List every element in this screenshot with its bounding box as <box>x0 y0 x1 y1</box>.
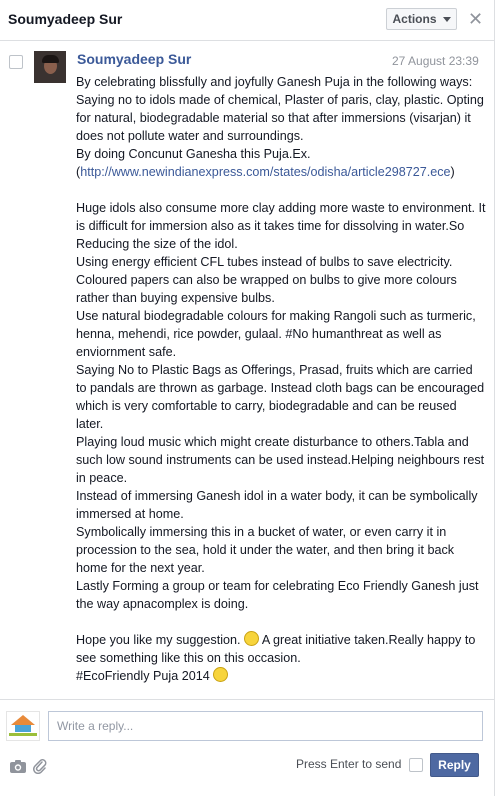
paperclip-icon[interactable] <box>33 759 47 774</box>
paragraph-gap <box>76 181 486 199</box>
conversation-title: Soumyadeep Sur <box>8 11 123 27</box>
message-line: By doing Concunut Ganesha this Puja.Ex. <box>76 147 311 161</box>
reply-input[interactable] <box>48 711 483 741</box>
message-select-checkbox[interactable] <box>9 55 23 69</box>
message-paragraph: Lastly Forming a group or team for celebrating Eco Friendly Ganesh just the way apnacomplex is doing. <box>76 579 482 611</box>
avatar[interactable] <box>34 51 66 83</box>
message-paragraph: Symbolically immersing this in a bucket of water, or even carry it in procession to the sea, hold it under the water, and then bring it back home for the next year. <box>76 525 458 575</box>
hashtag-text: #EcoFriendly Puja 2014 <box>76 669 214 683</box>
closing-text-b: A great initiative taken.Really happy to see something like this on this occasion. <box>76 633 479 665</box>
reply-button[interactable]: Reply <box>430 753 479 777</box>
conversation-header <box>0 0 494 41</box>
article-link[interactable]: http://www.newindianexpress.com/states/odisha/article298727.ece <box>80 165 451 179</box>
sender-name[interactable]: Soumyadeep Sur <box>77 51 192 67</box>
message-paragraph: Using energy efficient CFL tubes instead of bulbs to save electricity. Coloured papers can also be wrapped on bulbs to give more colours rather than buying expensive bulbs. <box>76 255 461 305</box>
message-paragraph: Playing loud music which might create disturbance to others.Tabla and such low sound instruments can be used instead.Helping neighbours rest in peace. <box>76 435 488 485</box>
chevron-down-icon <box>443 17 451 22</box>
message-line: Saying no to idols made of chemical, Plaster of paris, clay, plastic. Opting for natural, biodegradable material so that after immersions (visarjan) it does not pollute water and surroundings. <box>76 93 488 143</box>
message-link-line <box>76 163 486 181</box>
camera-icon[interactable] <box>10 760 26 773</box>
message-paragraph: Use natural biodegradable colours for making Rangoli such as turmeric, henna, mehendi, rice powder, gulaal. #No humanthreat as well as enviornment safe. <box>76 309 480 359</box>
press-enter-checkbox[interactable] <box>409 758 423 772</box>
actions-button[interactable] <box>386 8 457 30</box>
message-item <box>0 41 494 699</box>
avatar-hair <box>42 55 59 63</box>
link-suffix: ) <box>450 165 455 179</box>
reply-composer <box>0 699 494 797</box>
paragraph-gap <box>76 613 486 631</box>
message-closing <box>76 631 486 667</box>
message-paragraph: Instead of immersing Ganesh idol in a water body, it can be symbolically immersed at home. <box>76 489 482 521</box>
closing-text-a: Hope you like my suggestion. <box>76 633 245 647</box>
page-avatar <box>6 711 40 741</box>
logo-label <box>9 733 37 736</box>
message-timestamp: 27 August 23:39 <box>392 54 479 68</box>
actions-label: Actions <box>392 12 437 26</box>
link-prefix: ( <box>76 165 81 179</box>
press-enter-label: Press Enter to send <box>296 757 402 771</box>
close-icon[interactable]: ✕ <box>468 9 484 29</box>
logo-base <box>15 725 31 732</box>
smiley-emoji-icon <box>213 667 228 682</box>
message-paragraph: Huge idols also consume more clay adding more waste to environment. It is difficult for immersion also as it takes time for dissolving in water.So Reducing the size of the idol. <box>76 201 489 251</box>
scrollbar-track[interactable] <box>494 0 500 796</box>
message-paragraph: Saying No to Plastic Bags as Offerings, Prasad, fruits which are carried to pandals are thrown as garbage. Instead cloth bags can be encouraged which is very comfortable to carry, biodegradable and can be reused later. <box>76 363 488 431</box>
message-body <box>76 73 489 685</box>
message-line: By celebrating blissfully and joyfully Ganesh Puja in the following ways: <box>76 75 473 89</box>
smiley-emoji-icon <box>244 631 259 646</box>
logo-roof <box>11 715 35 725</box>
message-hashtag-line <box>76 667 486 685</box>
